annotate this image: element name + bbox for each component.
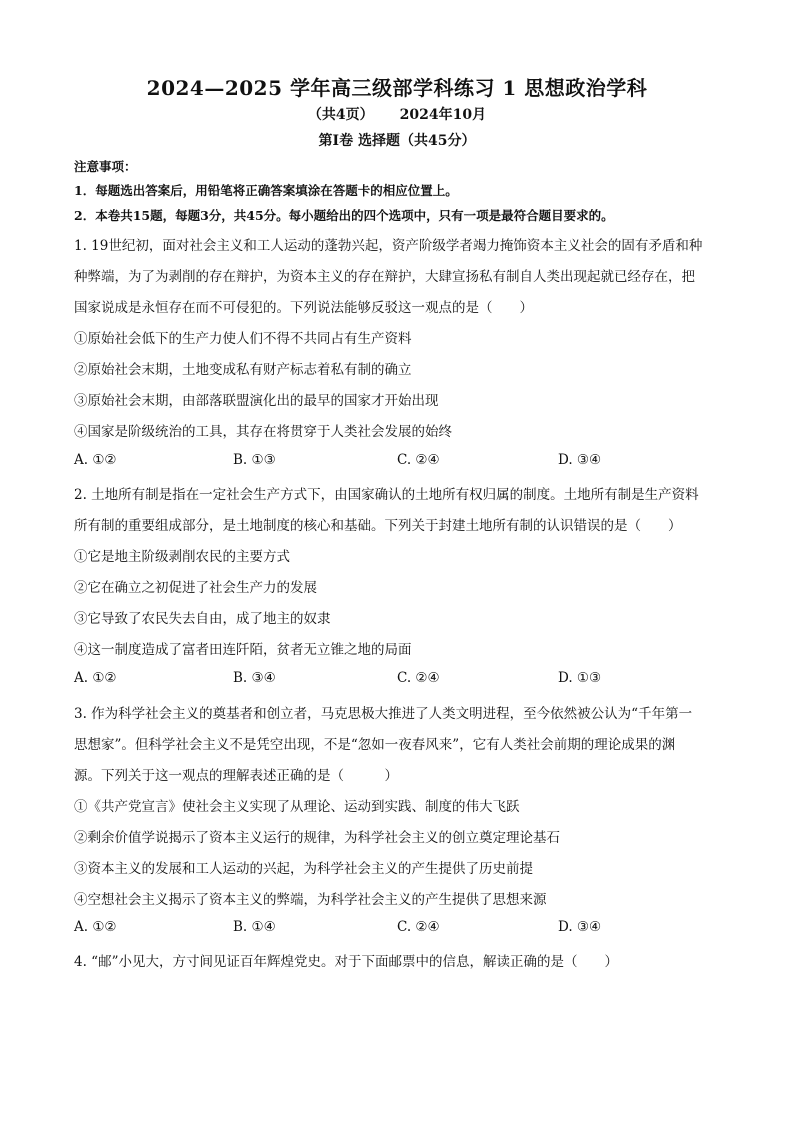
page-count: （共4页） [307, 107, 374, 123]
notice-item-2: 2．本卷共15题，每题3分，共45分。每小题给出的四个选项中，只有一项是最符合题目要求的。 [74, 208, 614, 223]
question-stem-line: 2. 土地所有制是指在一定社会生产方式下，由国家确认的土地所有权归属的制度。土地所有制是生产资料 [74, 487, 699, 503]
option-a: A. ①② [74, 452, 117, 468]
option-b: B. ①④ [233, 919, 276, 935]
option-d: D. ③④ [558, 919, 602, 935]
statement: ③资本主义的发展和工人运动的兴起，为科学社会主义的产生提供了历史前提 [74, 861, 533, 877]
question-stem-line: 所有制的重要组成部分，是土地制度的核心和基础。下列关于封建土地所有制的认识错误的是（ ） [74, 518, 682, 534]
notice-heading: 注意事项： [74, 159, 137, 174]
question-stem-line: 国家说成是永恒存在而不可侵犯的。下列说法能够反驳这一观点的是（ ） [74, 300, 533, 316]
option-c: C. ②④ [397, 452, 440, 468]
statement: ②原始社会末期，土地变成私有财产标志着私有制的确立 [74, 362, 412, 378]
exam-title: 2024—2025 学年高三级部学科练习 1 思想政治学科 [146, 76, 648, 100]
exam-date: 2024年10月 [399, 107, 487, 123]
option-b: B. ①③ [233, 452, 276, 468]
statement: ①它是地主阶级剥削农民的主要方式 [74, 549, 290, 565]
statement: ③原始社会末期，由部落联盟演化出的最早的国家才开始出现 [74, 393, 439, 409]
question-stem-line: 1. 19世纪初，面对社会主义和工人运动的蓬勃兴起，资产阶级学者竭力掩饰资本主义社会的固有矛盾和种 [74, 238, 703, 254]
option-a: A. ①② [74, 919, 117, 935]
question-stem-line: 4. “邮”小见大，方寸间见证百年辉煌党史。对于下面邮票中的信息，解读正确的是（ ） [74, 954, 618, 970]
statement: ①原始社会低下的生产力使人们不得不共同占有生产资料 [74, 331, 412, 347]
option-c: C. ②④ [397, 919, 440, 935]
notice-item-1: 1．每题选出答案后，用铅笔将正确答案填涂在答题卡的相应位置上。 [74, 183, 458, 198]
section-title: 第Ⅰ卷 选择题（共45分） [318, 133, 476, 149]
statement: ②剩余价值学说揭示了资本主义运行的规律，为科学社会主义的创立奠定理论基石 [74, 830, 560, 846]
statement: ①《共产党宣言》使社会主义实现了从理论、运动到实践、制度的伟大飞跃 [74, 799, 520, 815]
statement: ④这一制度造成了富者田连阡陌，贫者无立锥之地的局面 [74, 642, 412, 658]
statement: ②它在确立之初促进了社会生产力的发展 [74, 580, 317, 596]
statement: ④国家是阶级统治的工具，其存在将贯穿于人类社会发展的始终 [74, 424, 452, 440]
option-c: C. ②④ [397, 670, 440, 686]
option-a: A. ①② [74, 670, 117, 686]
question-stem-line: 源。下列关于这一观点的理解表述正确的是（ ） [74, 768, 398, 784]
option-d: D. ③④ [558, 452, 602, 468]
option-d: D. ①③ [558, 670, 602, 686]
statement: ③它导致了农民失去自由，成了地主的奴隶 [74, 611, 331, 627]
question-stem-line: 种弊端，为了为剥削的存在辩护，为资本主义的存在辩护，大肆宣扬私有制自人类出现起就已经存在，把 [74, 269, 695, 285]
exam-meta [0, 104, 794, 124]
question-stem-line: 3. 作为科学社会主义的奠基者和创立者，马克思极大推进了人类文明进程，至今依然被公认为“千年第一 [74, 706, 693, 722]
statement: ④空想社会主义揭示了资本主义的弊端，为科学社会主义的产生提供了思想来源 [74, 892, 547, 908]
option-b: B. ③④ [233, 670, 276, 686]
question-stem-line: 思想家”。但科学社会主义不是凭空出现，不是“忽如一夜春风来”，它有人类社会前期的理论成果的渊 [74, 737, 676, 753]
